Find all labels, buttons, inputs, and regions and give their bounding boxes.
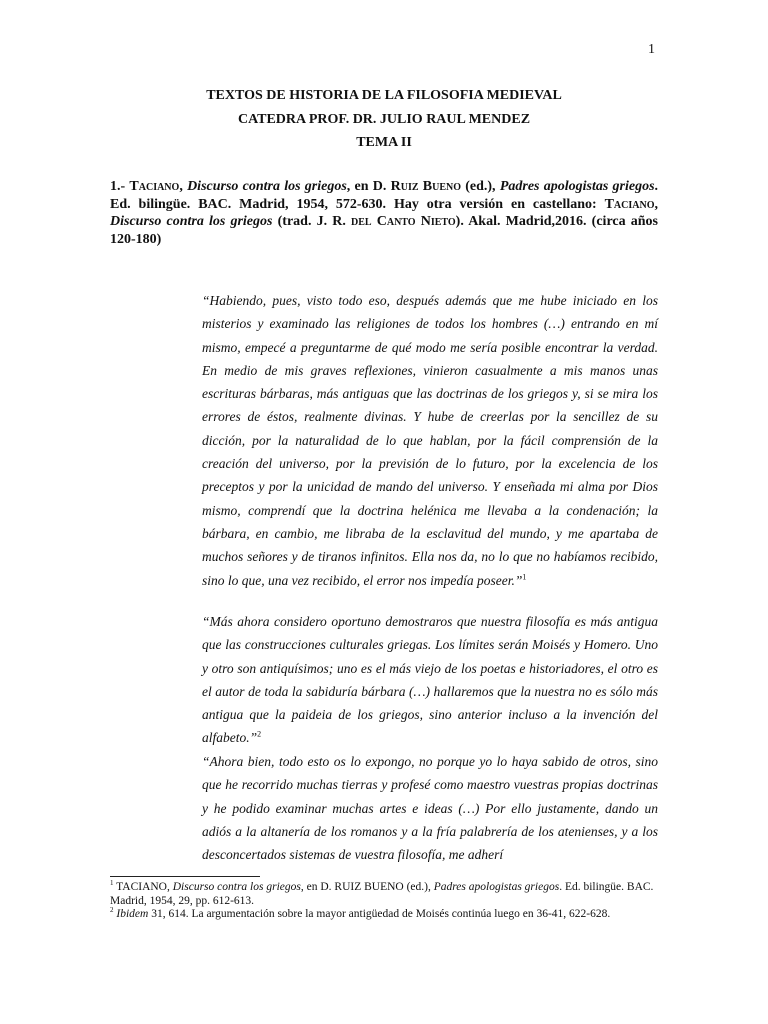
footnote-1-collection: Padres apologistas griegos: [433, 881, 560, 893]
quote-3-text: “Ahora bien, todo esto os lo expongo, no porque yo lo haya sabido de otros, sino que he recorrido muchas tierras y profesé como maestro vuestras propias doctrinas y he podido examinar muchas artes e ideas (…) Por ello justamente, dando un adiós a la altanería de los romanos y a la fría palabrería de los atenienses, y a los desconcertados sistemas de vuestra filosofía, me adherí: [202, 754, 658, 863]
footnote-1-mid: , en D. RUIZ BUENO (ed.),: [300, 881, 434, 893]
quote-1-text: “Habiendo, pues, visto todo eso, después además que me hube iniciado en los misterios y examinado las religiones de todos los hombres (…) entrando en mí mismo, empecé a preguntarme de qué modo me sería posible encontrar la verdad. En medio de mis graves reflexiones, vinieron casualmente a mis manos unas escrituras bárbaras, más antiguas que las doctrinas de los griegos y, si se mira los errores de éstos, realmente divinas. Y hube de creerlas por la sencillez de su dicción, por la naturalidad de lo que hablan, por la fácil comprensión de la creación del universo, por la previsión de lo futuro, por la excelencia de los preceptos y por la unicidad de mando del universo. Y enseñada mi alma por Dios mismo, comprendí que la doctrina helénica me llevaba a la condenación; la bárbara, en cambio, me libraba de la esclavitud del mundo, y me apartaba de muchos señores y de tiranos infinitos. Ella nos da, no lo que no habíamos recibido, sino lo que, una vez recibido, el error nos impedía poseer.”: [202, 293, 658, 588]
quote-2: [202, 610, 658, 750]
entry-work-title-2: Discurso contra los griegos: [110, 214, 273, 229]
quote-3: [202, 750, 658, 866]
entry-publication: . Ed. bilingüe. BAC. Madrid, 1954, 572-630. Hay otra versión en castellano:: [110, 179, 659, 212]
entry-publication-2: ). Akal. Madrid,2016. (circa años 120-180): [110, 214, 658, 247]
quote-1: [202, 289, 658, 592]
document-header: [110, 84, 658, 155]
footnote-2-ibidem: Ibidem: [113, 908, 149, 920]
footnote-ref-2[interactable]: 2: [257, 729, 262, 739]
footnote-1-number: 1: [110, 879, 114, 888]
footnote-ref-1[interactable]: 1: [522, 572, 527, 582]
header-line-1: TEXTOS DE HISTORIA DE LA FILOSOFIA MEDIEVAL: [206, 88, 562, 103]
footnote-2-text: 31, 614. La argumentación sobre la mayor antigüedad de Moisés continúa luego en 36-41, 622-628.: [148, 908, 611, 920]
entry-translation: (trad. J. R.: [272, 214, 352, 229]
entry-editor: Ruiz Bueno: [390, 179, 461, 194]
header-line-3: TEMA II: [356, 135, 412, 150]
entry-author-2: Taciano: [604, 196, 655, 212]
entry-separator: ,: [654, 196, 658, 212]
footnote-divider: [110, 876, 260, 877]
footnotes: [110, 881, 658, 922]
footnote-1: [110, 881, 658, 908]
entry-ed: (ed.),: [461, 179, 500, 194]
entry-collection: Padres apologistas griegos: [499, 179, 655, 194]
entry-work-title: Discurso contra los griegos: [187, 179, 347, 194]
entry-separator: ,: [179, 179, 188, 194]
footnote-2-number: 2: [110, 906, 114, 915]
bibliography-entry: [110, 178, 658, 248]
header-line-2: CATEDRA PROF. DR. JULIO RAUL MENDEZ: [237, 111, 531, 127]
entry-translator: del Canto Nieto: [351, 214, 456, 229]
page-number: 1: [648, 42, 655, 57]
entry-number: 1.-: [110, 179, 130, 194]
footnote-1-author: TACIANO,: [113, 881, 173, 893]
footnote-2: [110, 908, 658, 922]
entry-separator: , en D.: [346, 179, 391, 194]
footnote-1-end: . Ed. bilingüe. BAC. Madrid, 1954, 29, pp. 612-613.: [110, 881, 654, 907]
footnote-1-work: Discurso contra los griegos: [172, 881, 301, 893]
entry-author: Taciano: [129, 179, 180, 194]
quote-2-text: “Más ahora considero oportuno demostraros que nuestra filosofía es más antigua que las construcciones culturales griegas. Los límites serán Moisés y Homero. Uno y otro son antiquísimos; uno es el más viejo de los poetas e historiadores, el otro es el autor de toda la sabiduría bárbara (…) hallaremos que la nuestra no es sólo más antigua que la paideia de los griegos, sino anterior incluso a la invención del alfabeto.”: [202, 614, 658, 746]
